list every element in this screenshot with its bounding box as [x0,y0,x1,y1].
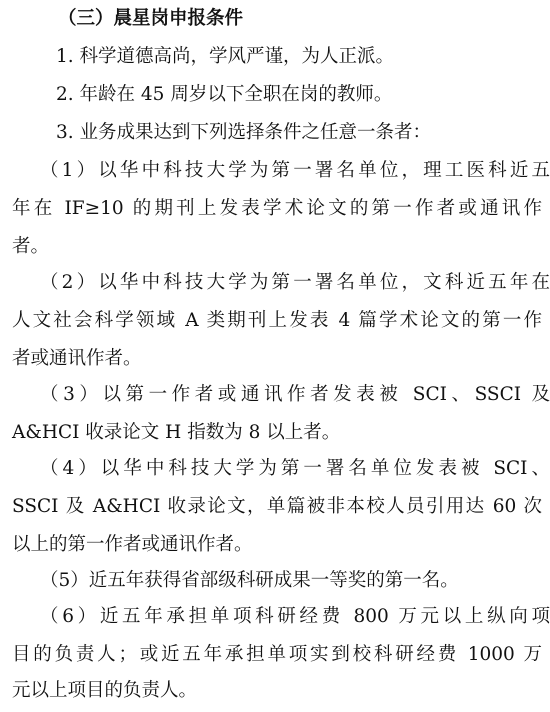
sub-condition-6-line-2: 目的负责人；或近五年承担单项实到校科研经费 1000 万 [12,644,542,665]
sub-condition-1-line-2: 年在 IF≥10 的期刊上发表学术论文的第一作者或通讯作 [12,198,542,219]
sub-condition-5: （5）近五年获得省部级科研成果一等奖的第一名。 [40,570,459,591]
sub-condition-1-line-3: 者。 [12,236,50,257]
sub-condition-3-line-1: （3）以第一作者或通讯作者发表被 SCI、SSCI 及 [40,384,550,405]
sub-condition-2-line-2: 人文社会科学领域 A 类期刊上发表 4 篇学术论文的第一作 [12,310,542,331]
condition-2: 2. 年龄在 45 周岁以下全职在岗的教师。 [56,84,393,105]
condition-1: 1. 科学道德高尚，学风严谨，为人正派。 [56,46,395,67]
sub-condition-6-line-3: 元以上项目的负责人。 [12,680,198,701]
sub-condition-4-line-1: （4）以华中科技大学为第一署名单位发表被 SCI、 [40,458,550,479]
sub-condition-2-line-1: （2）以华中科技大学为第一署名单位，文科近五年在 [40,272,550,293]
sub-condition-1-line-1: （1）以华中科技大学为第一署名单位，理工医科近五 [40,160,550,181]
sub-condition-2-line-3: 者或通讯作者。 [12,348,142,369]
sub-condition-4-line-2: SSCI 及 A&HCI 收录论文，单篇被非本校人员引用达 60 次 [12,496,542,517]
sub-condition-3-line-2: A&HCI 收录论文 H 指数为 8 以上者。 [12,422,341,443]
condition-3: 3. 业务成果达到下列选择条件之任意一条者： [56,122,432,143]
section-heading: （三）晨星岗申报条件 [58,8,244,29]
sub-condition-4-line-3: 以上的第一作者或通讯作者。 [12,534,253,555]
sub-condition-6-line-1: （6）近五年承担单项科研经费 800 万元以上纵向项 [40,606,550,627]
